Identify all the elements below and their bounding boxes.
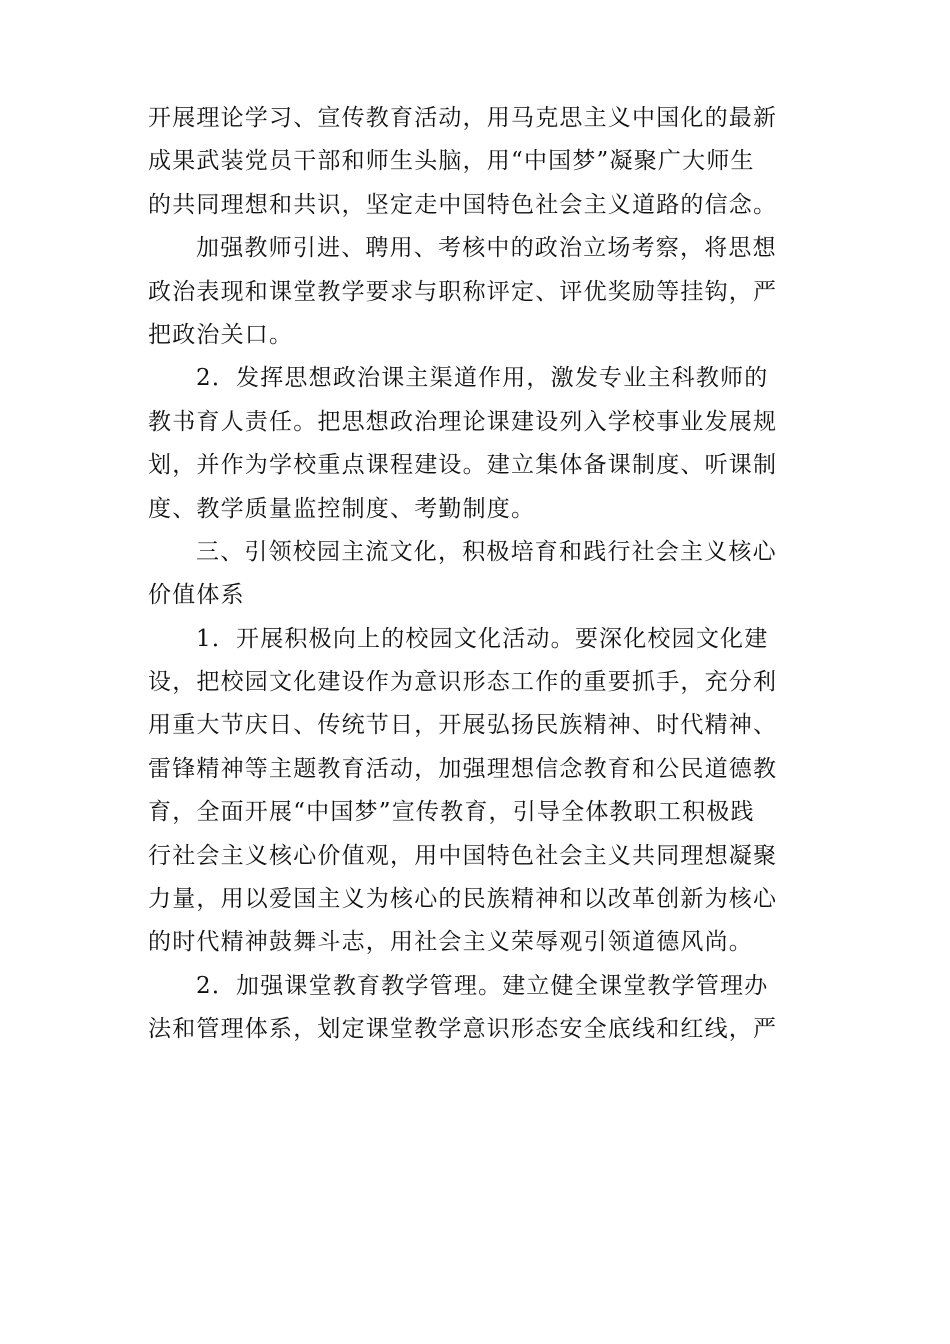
text-line: 教书育人责任。把思想政治理论课建设列入学校事业发展规 xyxy=(148,408,778,435)
paragraph-first-line: 加强教师引进、聘用、考核中的政治立场考察，将思想 xyxy=(196,235,777,262)
text-line: 开展理论学习、宣传教育活动，用马克思主义中国化的最新 xyxy=(148,105,778,131)
text-line: 育，全面开展“中国梦”宣传教育，引导全体教职工积极践 xyxy=(148,799,755,826)
text-line: 用重大节庆日、传统节日，开展弘扬民族精神、时代精神、 xyxy=(148,712,778,739)
text-line: 度、教学质量监控制度、考勤制度。 xyxy=(148,495,536,522)
text-line: 的共同理想和共识，坚定走中国特色社会主义道路的信念。 xyxy=(148,191,778,218)
paragraph-first-line: 2．发挥思想政治课主渠道作用，激发专业主科教师的 xyxy=(196,365,769,392)
paragraph-first-line: 1．开展积极向上的校园文化活动。要深化校园文化建 xyxy=(196,625,769,652)
text-line: 把政治关口。 xyxy=(148,321,294,348)
text-line: 成果武装党员干部和师生头脑，用“中国梦”凝聚广大师生 xyxy=(148,148,755,175)
document-body xyxy=(148,97,808,1052)
text-line: 行社会主义核心价值观，用中国特色社会主义共同理想凝聚 xyxy=(148,842,778,869)
text-line: 政治表现和课堂教学要求与职称评定、评优奖励等挂钩，严 xyxy=(148,278,778,305)
text-line: 的时代精神鼓舞斗志，用社会主义荣辱观引领道德风尚。 xyxy=(148,929,753,956)
section-heading-line: 价值体系 xyxy=(148,582,245,609)
section-heading-line: 三、引领校园主流文化，积极培育和践行社会主义核心 xyxy=(196,538,777,565)
paragraph-first-line: 2．加强课堂教育教学管理。建立健全课堂教学管理办 xyxy=(196,972,769,999)
text-line: 法和管理体系，划定课堂教学意识形态安全底线和红线，严 xyxy=(148,1016,778,1043)
text-line: 设，把校园文化建设作为意识形态工作的重要抓手，充分利 xyxy=(148,669,778,696)
text-line: 雷锋精神等主题教育活动，加强理想信念教育和公民道德教 xyxy=(148,755,778,782)
text-line: 划，并作为学校重点课程建设。建立集体备课制度、听课制 xyxy=(148,452,778,479)
text-line: 力量，用以爱国主义为核心的民族精神和以改革创新为核心 xyxy=(148,886,778,913)
